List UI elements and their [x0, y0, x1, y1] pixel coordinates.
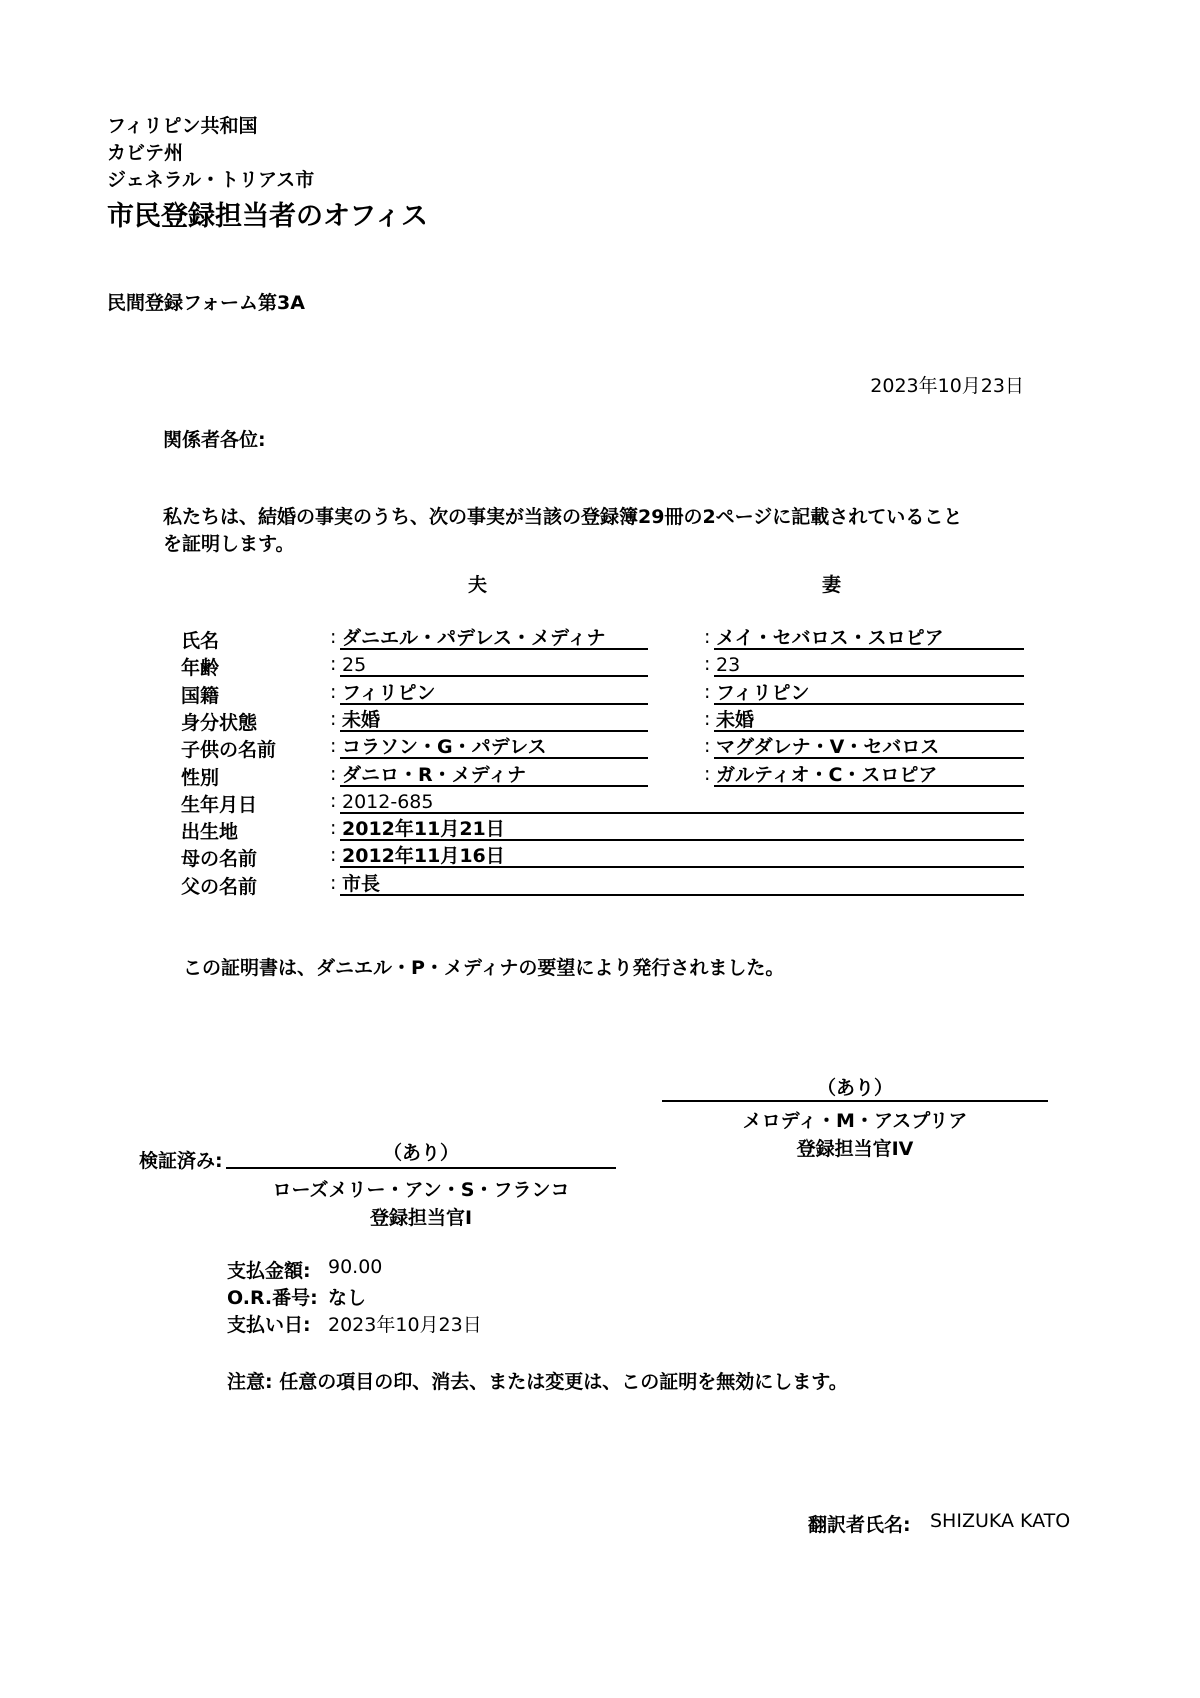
row-label: 氏名 — [181, 630, 220, 652]
payment-date-label: 支払い日: — [227, 1314, 311, 1336]
salutation: 関係者各位: — [163, 429, 266, 451]
row-colon: : — [330, 735, 337, 757]
header-country: フィリピン共和国 — [107, 115, 258, 137]
verified-label: 検証済み: — [139, 1150, 223, 1172]
row-label: 性別 — [181, 767, 220, 789]
row-label: 子供の名前 — [181, 739, 277, 761]
shared-value: 市長 — [340, 872, 1024, 896]
intro-line-1: 私たちは、結婚の事実のうち、次の事実が当該の登録簿29冊の2ページに記載されていること — [163, 506, 963, 528]
payment-amount-label: 支払金額: — [227, 1260, 311, 1282]
row-colon: : — [704, 735, 711, 757]
row-colon: : — [330, 763, 337, 785]
husband-value: 未婚 — [340, 708, 648, 732]
row-colon: : — [330, 790, 337, 812]
wife-value: 23 — [714, 653, 1024, 677]
row-colon: : — [330, 681, 337, 703]
row-colon: : — [330, 708, 337, 730]
column-wife: 妻 — [822, 574, 842, 596]
row-label: 年齢 — [181, 657, 220, 679]
wife-value: メイ・セバロス・スロピア — [714, 626, 1024, 650]
or-number: なし — [328, 1287, 367, 1309]
row-colon: : — [704, 681, 711, 703]
row-colon: : — [704, 708, 711, 730]
header-province: カビテ州 — [107, 142, 184, 164]
payment-date: 2023年10月23日 — [328, 1314, 482, 1336]
row-colon: : — [704, 626, 711, 648]
office-title: 市民登録担当者のオフィス — [107, 201, 429, 232]
row-colon: : — [330, 817, 337, 839]
husband-value: ダニロ・R・メディナ — [340, 763, 648, 787]
husband-value: フィリピン — [340, 681, 648, 705]
right-signer-name: メロディ・M・アスプリア — [742, 1110, 968, 1132]
row-label: 身分状態 — [181, 712, 258, 734]
row-label: 父の名前 — [181, 876, 258, 898]
row-label: 出生地 — [181, 821, 239, 843]
payment-amount: 90.00 — [328, 1256, 383, 1278]
shared-value: 2012-685 — [340, 790, 1024, 814]
shared-value: 2012年11月21日 — [340, 817, 1024, 841]
husband-value: コラソン・G・パデレス — [340, 735, 648, 759]
husband-value: ダニエル・パデレス・メディナ — [340, 626, 648, 650]
row-colon: : — [704, 653, 711, 675]
translator-name: SHIZUKA KATO — [930, 1510, 1071, 1532]
issue-date: 2023年10月23日 — [870, 375, 1024, 397]
left-signature-line — [226, 1167, 616, 1169]
husband-value: 25 — [340, 653, 648, 677]
row-colon: : — [704, 763, 711, 785]
row-label: 国籍 — [181, 685, 220, 707]
row-colon: : — [330, 653, 337, 675]
column-husband: 夫 — [468, 574, 488, 596]
or-number-label: O.R.番号: — [227, 1287, 318, 1309]
header-city: ジェネラル・トリアス市 — [107, 169, 315, 191]
note: 注意: 任意の項目の印、消去、または変更は、この証明を無効にします。 — [227, 1371, 848, 1393]
wife-value: フィリピン — [714, 681, 1024, 705]
form-number: 民間登録フォーム第3A — [107, 292, 305, 314]
shared-value: 2012年11月16日 — [340, 844, 1024, 868]
right-signer-title: 登録担当官IV — [796, 1138, 914, 1160]
left-signer-name: ローズメリー・アン・S・フランコ — [272, 1179, 570, 1201]
wife-value: ガルティオ・C・スロピア — [714, 763, 1024, 787]
row-label: 生年月日 — [181, 794, 258, 816]
translator-label: 翻訳者氏名: — [808, 1514, 911, 1536]
wife-value: 未婚 — [714, 708, 1024, 732]
left-signer-title: 登録担当官I — [369, 1207, 473, 1229]
row-colon: : — [330, 844, 337, 866]
right-signature-mark: （あり） — [816, 1077, 893, 1099]
row-label: 母の名前 — [181, 848, 258, 870]
wife-value: マグダレナ・V・セバロス — [714, 735, 1024, 759]
row-colon: : — [330, 626, 337, 648]
row-colon: : — [330, 872, 337, 894]
left-signature-mark: （あり） — [382, 1142, 459, 1164]
request-statement: この証明書は、ダニエル・P・メディナの要望により発行されました。 — [183, 957, 785, 979]
right-signature-line — [662, 1100, 1048, 1102]
intro-line-2: を証明します。 — [163, 533, 295, 555]
